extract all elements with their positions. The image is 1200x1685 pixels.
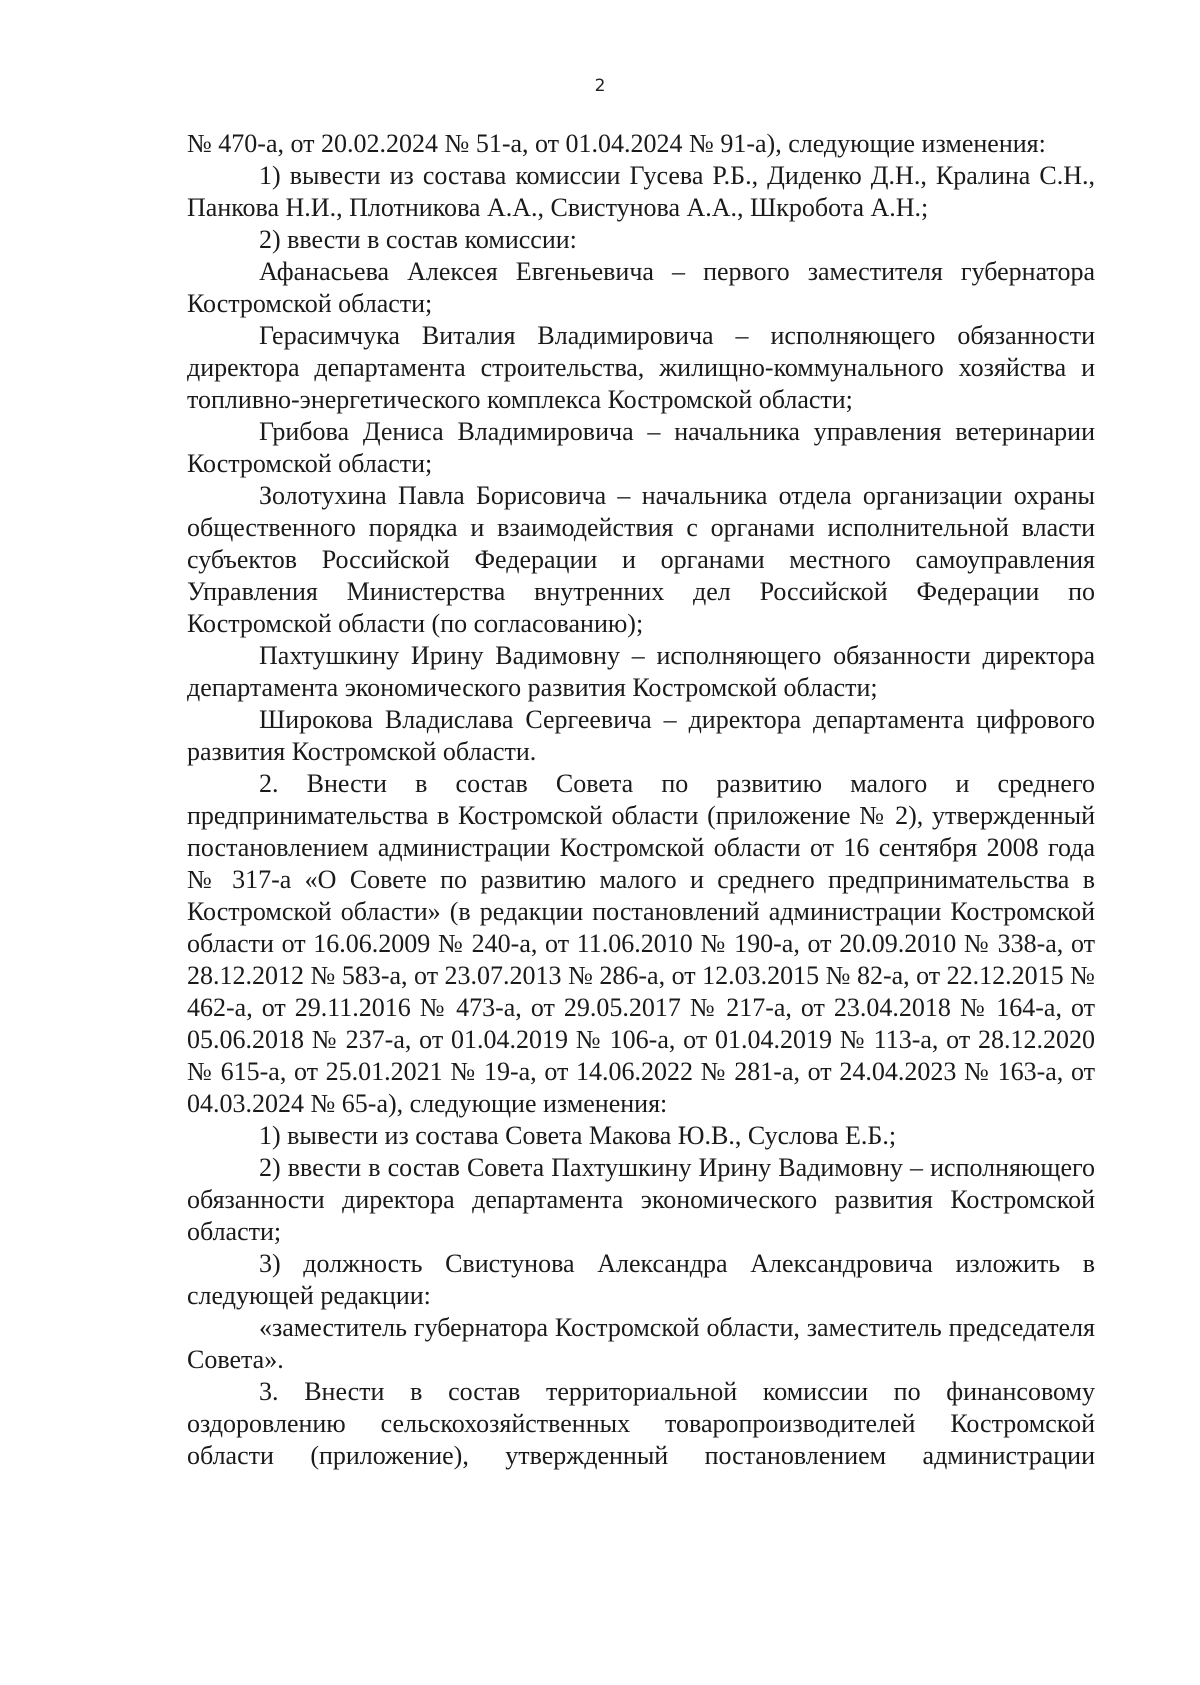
paragraph-item-3-commission: 3. Внести в состав территориальной комиссии по финансовому оздоровлению сельскохозяйственных товаропроизводителей Костромской области (приложение), утвержденный постановлением администрации bbox=[187, 1377, 1095, 1470]
page-number: 2 bbox=[594, 76, 606, 96]
paragraph-council-position: 3) должность Свистунова Александра Александровича изложить в следующей редакции: bbox=[187, 1249, 1095, 1310]
paragraph-member-gerasimchuk: Герасимчука Виталия Владимировича – исполняющего обязанности директора департамента строительства, жилищно-коммунального хозяйства и топливно-энергетического комплекса Костромской области; bbox=[187, 321, 1095, 414]
paragraph-member-shirokov: Широкова Владислава Сергеевича – директора департамента цифрового развития Костромской области. bbox=[187, 705, 1095, 766]
paragraph-member-pakhtushkina: Пахтушкину Ирину Вадимовну – исполняющего обязанности директора департамента экономического развития Костромской области; bbox=[187, 641, 1095, 702]
document-body bbox=[187, 128, 1095, 1472]
paragraph-council-add: 2) ввести в состав Совета Пахтушкину Ирину Вадимовну – исполняющего обязанности директора департамента экономического развития Костромской области; bbox=[187, 1153, 1095, 1246]
paragraph-member-zolotukhin: Золотухина Павла Борисовича – начальника отдела организации охраны общественного порядка и взаимодействия с органами исполнительной власти субъектов Российской Федерации и органами местного самоуправления Управления Министерства внутренних дел Российской Федерации по Костромской области (по согласованию); bbox=[187, 481, 1095, 638]
paragraph-add-members: 2) ввести в состав комиссии: bbox=[259, 225, 577, 254]
paragraph-member-gribov: Грибова Дениса Владимировича – начальника управления ветеринарии Костромской области; bbox=[187, 417, 1095, 478]
paragraph-item-2-council: 2. Внести в состав Совета по развитию малого и среднего предпринимательства в Костромской области (приложение № 2), утвержденный постановлением администрации Костромской области от 16 сентября 2008 года № 317-а «О Совете по развитию малого и среднего предпринимательства в Костромской области» (в редакции постановлений администрации Костромской области от 16.06.2009 № 240-а, от 11.06.2010 № 190-а, от 20.09.2010 № 338-а, от 28.12.2012 № 583-а, от 23.07.2013 № 286-а, от 12.03.2015 № 82-а, от 22.12.2015 № 462-а, от 29.11.2016 № 473-а, от 29.05.2017 № 217-а, от 23.04.2018 № 164-а, от 05.06.2018 № 237-а, от 01.04.2019 № 106-а, от 01.04.2019 № 113-а, от 28.12.2020 № 615-а, от 25.01.2021 № 19-а, от 14.06.2022 № 281-а, от 24.04.2023 № 163-а, от 04.03.2024 № 65-а), следующие изменения: bbox=[187, 769, 1095, 1118]
paragraph-continuation: № 470-а, от 20.02.2024 № 51-а, от 01.04.2024 № 91-а), следующие изменения: bbox=[187, 129, 1046, 158]
paragraph-remove-members: 1) вывести из состава комиссии Гусева Р.Б., Диденко Д.Н., Кралина С.Н., Панкова Н.И., Плотникова А.А., Свистунова А.А., Шкробота А.Н.; bbox=[187, 161, 1095, 222]
paragraph-council-position-text: «заместитель губернатора Костромской области, заместитель председателя Совета». bbox=[187, 1313, 1095, 1374]
paragraph-member-afanasyev: Афанасьева Алексея Евгеньевича – первого заместителя губернатора Костромской области; bbox=[187, 257, 1095, 318]
paragraph-council-remove: 1) вывести из состава Совета Макова Ю.В., Суслова Е.Б.; bbox=[259, 1121, 897, 1150]
